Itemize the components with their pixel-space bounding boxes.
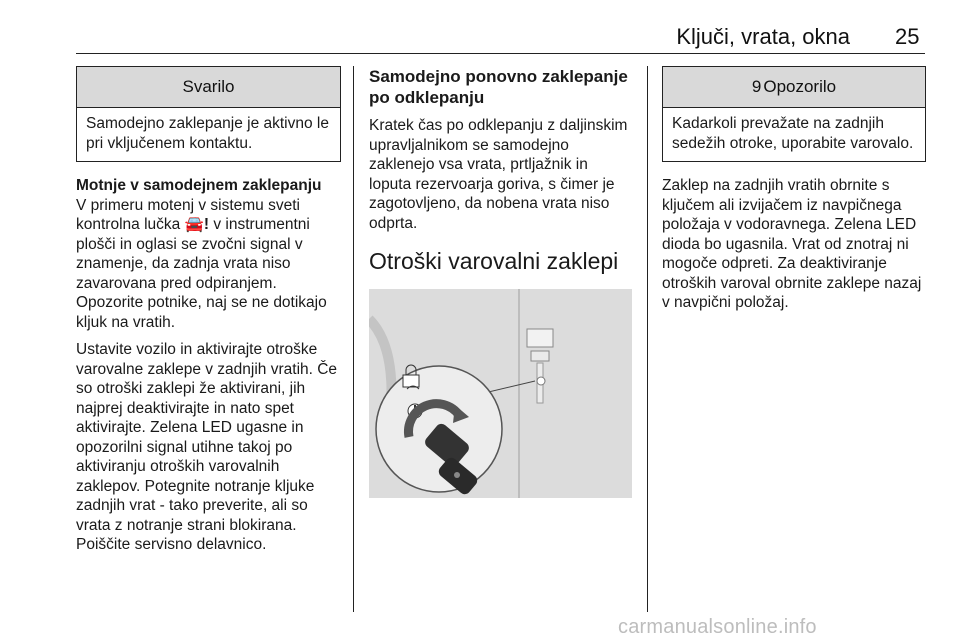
paragraph-auto-relock: Kratek čas po odklepanju z daljinskim upravljalnikom se samodejno zaklenejo vsa vrata, prtljažnik in loputa rezervoarja goriva, s čimer je zagotovljeno, da nobena vrata niso odprta. [369,117,628,232]
column-divider-2 [647,66,648,612]
child-lock-illustration [369,289,632,498]
page-number: 25 [895,24,920,49]
warning-box [662,66,926,162]
column-left [76,66,341,563]
door-warning-icon: 🚘! [184,216,210,233]
warning-box-body: Kadarkoli prevažate na zadnjih sedežih otroke, uporabite varovalo. [672,115,914,152]
notice-box-title: Svarilo [77,67,340,108]
column-right [662,66,926,321]
notice-box [76,66,341,162]
paragraph-child-lock-usage: Zaklep na zadnjih vratih obrnite s ključem ali izvijačem iz navpičnega položaja v vodoravnega. Zelena LED dioda bo ugasnila. Vrat od znotraj ni mogoče odpreti. Za deaktiviranje otroških varoval obrnite zaklepe nazaj v navpični položaj. [662,177,922,311]
paragraph-lock-faults-1 [76,196,341,333]
page-header-title: Ključi, vrata, okna [676,24,850,49]
paragraph-text: V primeru motenj v sistemu sveti kontrolna lučka [76,196,300,233]
warning-box-title [663,67,925,108]
child-lock-drawing [369,289,632,498]
column-middle [369,66,634,498]
paragraph-lock-faults-2: Ustavite vozilo in aktivirajte otroške varovalne zaklepe v zadnjih vratih. Če so otroški zaklepi že aktivirani, jih najprej deaktivirajte in nato spet aktivirajte. Zelena LED ugasne in opozorilni signal utihne takoj po aktiviranju otroških varovalnih zaklepov. Potegnite notranje kljuke zadnjih vrat - tako preverite, ali so vrata z notranje strani blokirana. Poiščite servisno delavnico. [76,341,338,553]
warning-title-text: Opozorilo [763,77,837,97]
watermark: carmanualsonline.info [618,616,817,638]
notice-box-body: Samodejno zaklepanje je aktivno le pri vključenem kontaktu. [86,115,329,152]
chapter-title-child-locks: Otroški varovalni zaklepi [369,248,619,274]
column-divider-1 [353,66,354,612]
paragraph-text: v instrumentni plošči in oglasi se zvočni signal v znamenje, da zadnja vrata niso zavarovana pred odpiranjem. Opozorite potnike, naj se ne dotikajo kljuk na vratih. [76,216,327,331]
header-divider [76,53,925,54]
section-title-auto-relock: Samodejno ponovno zaklepanje po odklepanju [369,67,628,107]
warning-icon: 9 [751,77,762,97]
section-title-lock-faults: Motnje v samodejnem zaklepanju [76,177,322,194]
